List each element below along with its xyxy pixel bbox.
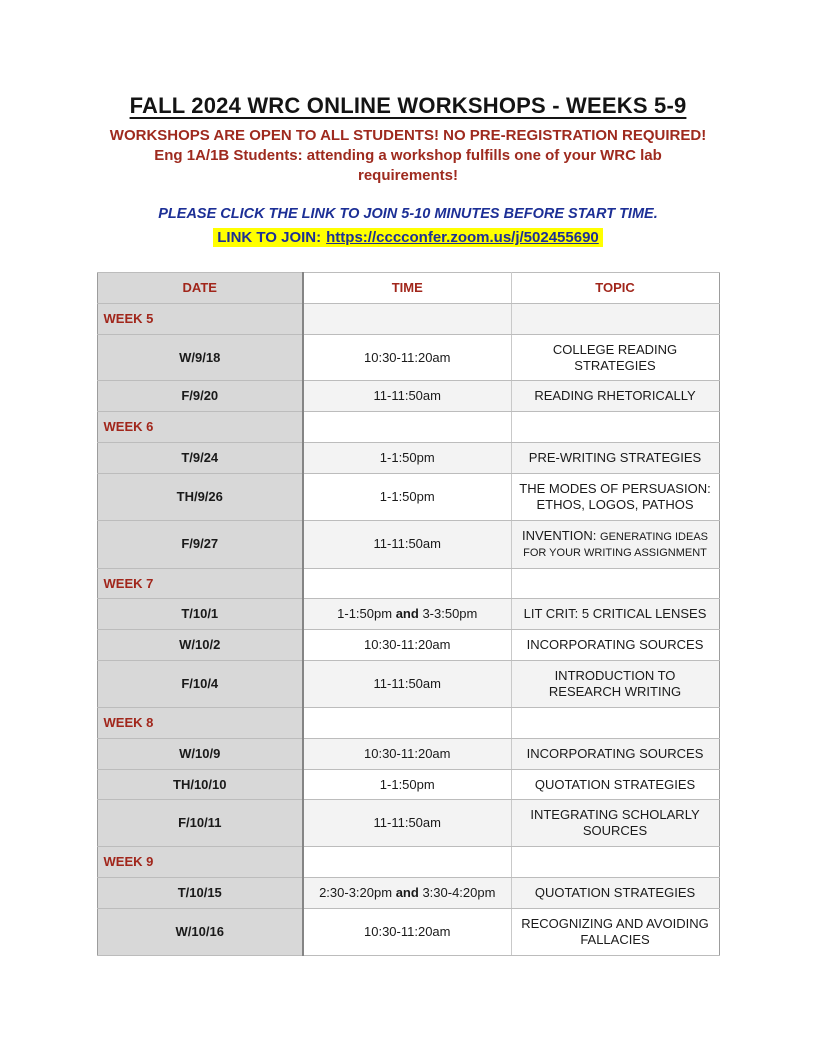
- link-line: [0, 227, 816, 248]
- topic-cell: RECOGNIZING AND AVOIDING FALLACIES: [511, 908, 719, 955]
- time-cell: 1-1:50pm: [303, 443, 511, 474]
- topic-cell: LIT CRIT: 5 CRITICAL LENSES: [511, 599, 719, 630]
- time-cell: [303, 568, 511, 599]
- week-row: [97, 568, 719, 599]
- time-cell: 11-11:50am: [303, 661, 511, 708]
- table-header-row: [97, 273, 719, 304]
- time-cell: [303, 303, 511, 334]
- time-cell: [303, 707, 511, 738]
- time-and-conjunction: and: [395, 606, 419, 622]
- date-cell: TH/10/10: [97, 769, 303, 800]
- column-header-topic: TOPIC: [511, 273, 719, 304]
- time-and-conjunction: and: [395, 885, 419, 900]
- session-row: [97, 599, 719, 630]
- time-cell: 1-1:50pm and 3-3:50pm: [303, 599, 511, 630]
- week-row: [97, 847, 719, 878]
- date-cell: W/9/18: [97, 334, 303, 381]
- topic-cell: INVENTION: GENERATING IDEAS FOR YOUR WRITING ASSIGNMENT: [511, 520, 719, 568]
- week-label-cell: WEEK 8: [97, 707, 303, 738]
- date-cell: F/10/11: [97, 800, 303, 847]
- session-row: [97, 381, 719, 412]
- time-cell: 10:30-11:20am: [303, 334, 511, 381]
- column-header-time: TIME: [303, 273, 511, 304]
- week-label-cell: WEEK 9: [97, 847, 303, 878]
- session-row: [97, 520, 719, 568]
- date-cell: T/10/15: [97, 878, 303, 909]
- time-cell: 10:30-11:20am: [303, 908, 511, 955]
- time-cell: [303, 847, 511, 878]
- topic-cell: COLLEGE READING STRATEGIES: [511, 334, 719, 381]
- week-row: [97, 707, 719, 738]
- time-cell: 11-11:50am: [303, 520, 511, 568]
- time-cell: 11-11:50am: [303, 800, 511, 847]
- topic-detail-small: GENERATING IDEAS FOR YOUR WRITING ASSIGNMENT: [523, 530, 708, 560]
- week-label-cell: WEEK 5: [97, 303, 303, 334]
- topic-cell: QUOTATION STRATEGIES: [511, 769, 719, 800]
- time-cell: [303, 412, 511, 443]
- topic-cell: [511, 847, 719, 878]
- session-row: [97, 661, 719, 708]
- topic-cell: READING RHETORICALLY: [511, 381, 719, 412]
- topic-cell: INTRODUCTION TO RESEARCH WRITING: [511, 661, 719, 708]
- topic-cell: [511, 303, 719, 334]
- date-cell: F/10/4: [97, 661, 303, 708]
- date-cell: F/9/20: [97, 381, 303, 412]
- date-cell: W/10/2: [97, 630, 303, 661]
- topic-cell: [511, 412, 719, 443]
- topic-cell: THE MODES OF PERSUASION: ETHOS, LOGOS, PATHOS: [511, 474, 719, 521]
- zoom-join-link[interactable]: https://cccconfer.zoom.us/j/502455690: [326, 229, 599, 246]
- workshops-table-body: [97, 303, 719, 955]
- session-row: [97, 334, 719, 381]
- session-row: [97, 878, 719, 909]
- date-cell: T/9/24: [97, 443, 303, 474]
- week-label-cell: WEEK 7: [97, 568, 303, 599]
- time-cell: 1-1:50pm: [303, 769, 511, 800]
- topic-cell: PRE-WRITING STRATEGIES: [511, 443, 719, 474]
- link-highlight: [213, 228, 603, 247]
- date-cell: W/10/16: [97, 908, 303, 955]
- date-cell: W/10/9: [97, 738, 303, 769]
- topic-cell: INCORPORATING SOURCES: [511, 630, 719, 661]
- time-cell: 1-1:50pm: [303, 474, 511, 521]
- session-row: [97, 908, 719, 955]
- date-cell: T/10/1: [97, 599, 303, 630]
- topic-cell: INCORPORATING SOURCES: [511, 738, 719, 769]
- session-row: [97, 769, 719, 800]
- session-row: [97, 474, 719, 521]
- topic-cell: INTEGRATING SCHOLARLY SOURCES: [511, 800, 719, 847]
- link-label: LINK TO JOIN:: [217, 229, 322, 246]
- date-cell: F/9/27: [97, 520, 303, 568]
- week-row: [97, 303, 719, 334]
- page-title: FALL 2024 WRC ONLINE WORKSHOPS - WEEKS 5-9: [129, 93, 687, 118]
- time-cell: 10:30-11:20am: [303, 738, 511, 769]
- session-row: [97, 800, 719, 847]
- session-row: [97, 630, 719, 661]
- session-row: [97, 443, 719, 474]
- eng-lab-requirement-notice: Eng 1A/1B Students: attending a workshop fulfills one of your WRC lab requirements!: [154, 147, 662, 184]
- date-cell: TH/9/26: [97, 474, 303, 521]
- topic-cell: [511, 568, 719, 599]
- time-cell: 10:30-11:20am: [303, 630, 511, 661]
- time-cell: 2:30-3:20pm and 3:30-4:20pm: [303, 878, 511, 909]
- open-to-all-notice: WORKSHOPS ARE OPEN TO ALL STUDENTS! NO PRE-REGISTRATION REQUIRED!: [109, 127, 707, 144]
- column-header-date: DATE: [97, 273, 303, 304]
- workshops-table: [97, 272, 720, 956]
- topic-cell: QUOTATION STRATEGIES: [511, 878, 719, 909]
- join-instruction: PLEASE CLICK THE LINK TO JOIN 5-10 MINUTES BEFORE START TIME.: [158, 206, 658, 222]
- week-row: [97, 412, 719, 443]
- topic-cell: [511, 707, 719, 738]
- time-cell: 11-11:50am: [303, 381, 511, 412]
- session-row: [97, 738, 719, 769]
- week-label-cell: WEEK 6: [97, 412, 303, 443]
